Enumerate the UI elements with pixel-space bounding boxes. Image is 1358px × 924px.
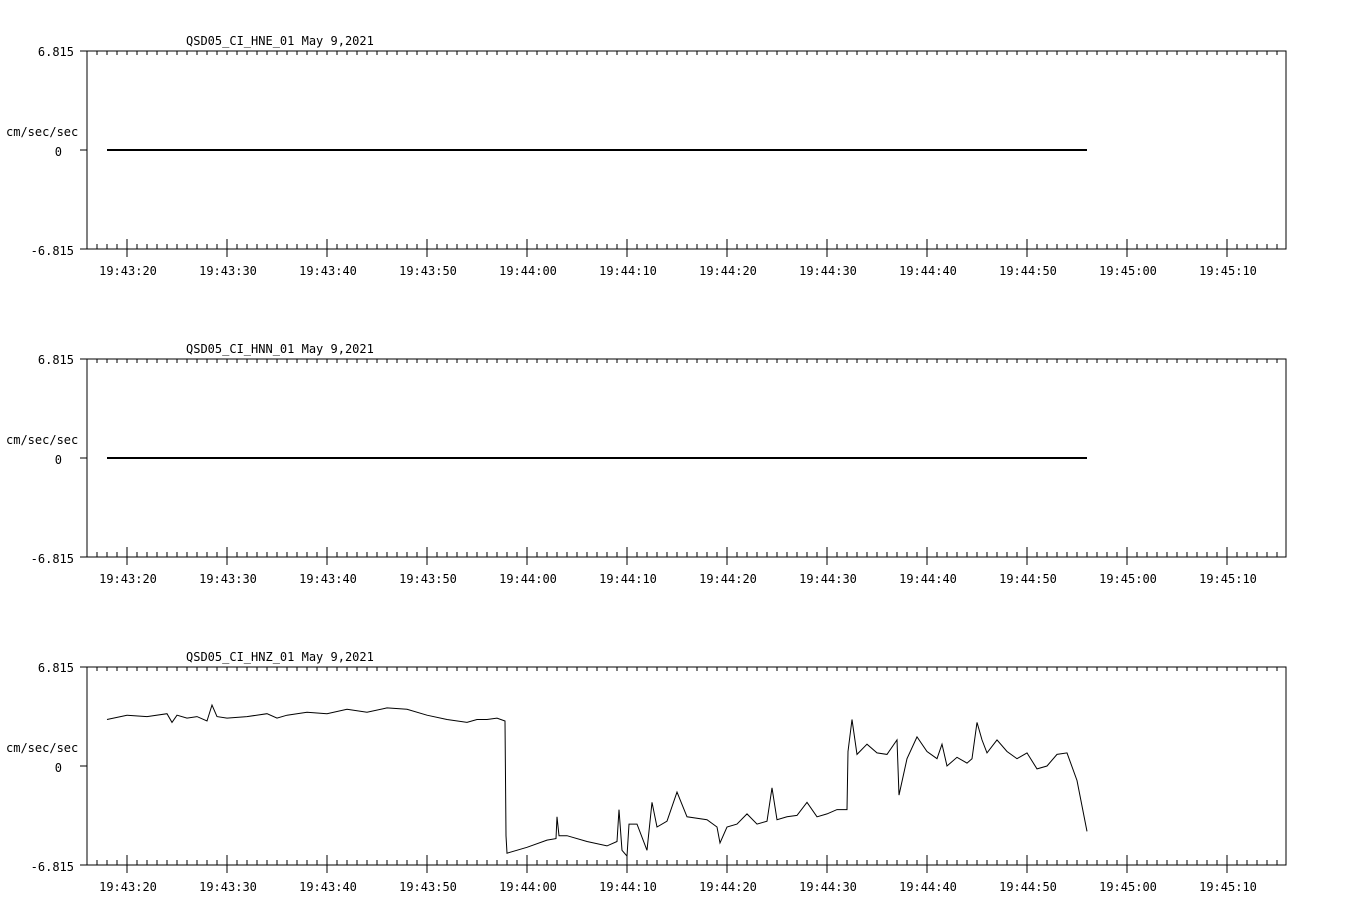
chart-title: QSD05_CI_HNN_01 May 9,2021: [186, 342, 374, 356]
x-tick-label: 19:43:50: [399, 572, 457, 586]
x-tick-label: 19:44:40: [899, 572, 957, 586]
y-tick-zero: 0: [54, 453, 62, 467]
y-axis-label: cm/sec/sec: [6, 433, 79, 447]
y-tick-max: 6.815: [37, 353, 74, 367]
y-tick-zero: 0: [54, 761, 62, 775]
x-tick-label: 19:44:10: [599, 880, 657, 894]
x-tick-label: 19:45:10: [1199, 264, 1257, 278]
x-tick-label: 19:44:40: [899, 880, 957, 894]
x-tick-label: 19:43:40: [299, 572, 357, 586]
panel-hnz: [6, 650, 1286, 894]
x-tick-label: 19:43:30: [199, 880, 257, 894]
x-tick-label: 19:44:20: [699, 880, 757, 894]
x-tick-label: 19:44:20: [699, 572, 757, 586]
panel-hne: [6, 34, 1286, 278]
x-tick-label: 19:43:40: [299, 880, 357, 894]
x-axis: [97, 51, 1277, 257]
y-tick-min: -6.815: [30, 244, 74, 258]
x-tick-label: 19:43:30: [199, 572, 257, 586]
x-tick-label: 19:44:30: [799, 880, 857, 894]
x-tick-label: 19:44:10: [599, 572, 657, 586]
x-tick-label: 19:44:50: [999, 880, 1057, 894]
x-axis: [97, 667, 1277, 873]
x-tick-label: 19:43:50: [399, 264, 457, 278]
y-tick-max: 6.815: [37, 45, 74, 59]
x-tick-label: 19:43:30: [199, 264, 257, 278]
x-tick-label: 19:44:00: [499, 572, 557, 586]
chart-title: QSD05_CI_HNE_01 May 9,2021: [186, 34, 374, 48]
x-tick-label: 19:44:40: [899, 264, 957, 278]
x-tick-label: 19:44:10: [599, 264, 657, 278]
x-tick-labels: [99, 880, 1257, 894]
y-axis-label: cm/sec/sec: [6, 125, 79, 139]
waveform-trace: [107, 705, 1087, 856]
y-tick-zero: 0: [54, 145, 62, 159]
panel-hnn: [6, 342, 1286, 586]
y-tick-max: 6.815: [37, 661, 74, 675]
x-tick-label: 19:43:20: [99, 880, 157, 894]
x-tick-label: 19:44:00: [499, 880, 557, 894]
x-tick-label: 19:44:50: [999, 264, 1057, 278]
x-tick-label: 19:45:00: [1099, 572, 1157, 586]
y-tick-min: -6.815: [30, 552, 74, 566]
x-tick-label: 19:44:50: [999, 572, 1057, 586]
x-tick-label: 19:43:40: [299, 264, 357, 278]
x-tick-label: 19:44:30: [799, 572, 857, 586]
y-axis-label: cm/sec/sec: [6, 741, 79, 755]
x-tick-label: 19:44:20: [699, 264, 757, 278]
x-tick-label: 19:45:10: [1199, 572, 1257, 586]
x-axis: [97, 359, 1277, 565]
x-tick-label: 19:44:00: [499, 264, 557, 278]
x-tick-label: 19:43:20: [99, 572, 157, 586]
x-tick-label: 19:45:00: [1099, 264, 1157, 278]
chart-title: QSD05_CI_HNZ_01 May 9,2021: [186, 650, 374, 664]
x-tick-labels: [99, 572, 1257, 586]
x-tick-label: 19:44:30: [799, 264, 857, 278]
y-tick-min: -6.815: [30, 860, 74, 874]
x-tick-label: 19:45:00: [1099, 880, 1157, 894]
x-tick-label: 19:43:50: [399, 880, 457, 894]
x-tick-label: 19:45:10: [1199, 880, 1257, 894]
x-tick-label: 19:43:20: [99, 264, 157, 278]
x-tick-labels: [99, 264, 1257, 278]
plot-frame: [87, 667, 1286, 865]
trace-group: [107, 705, 1087, 856]
